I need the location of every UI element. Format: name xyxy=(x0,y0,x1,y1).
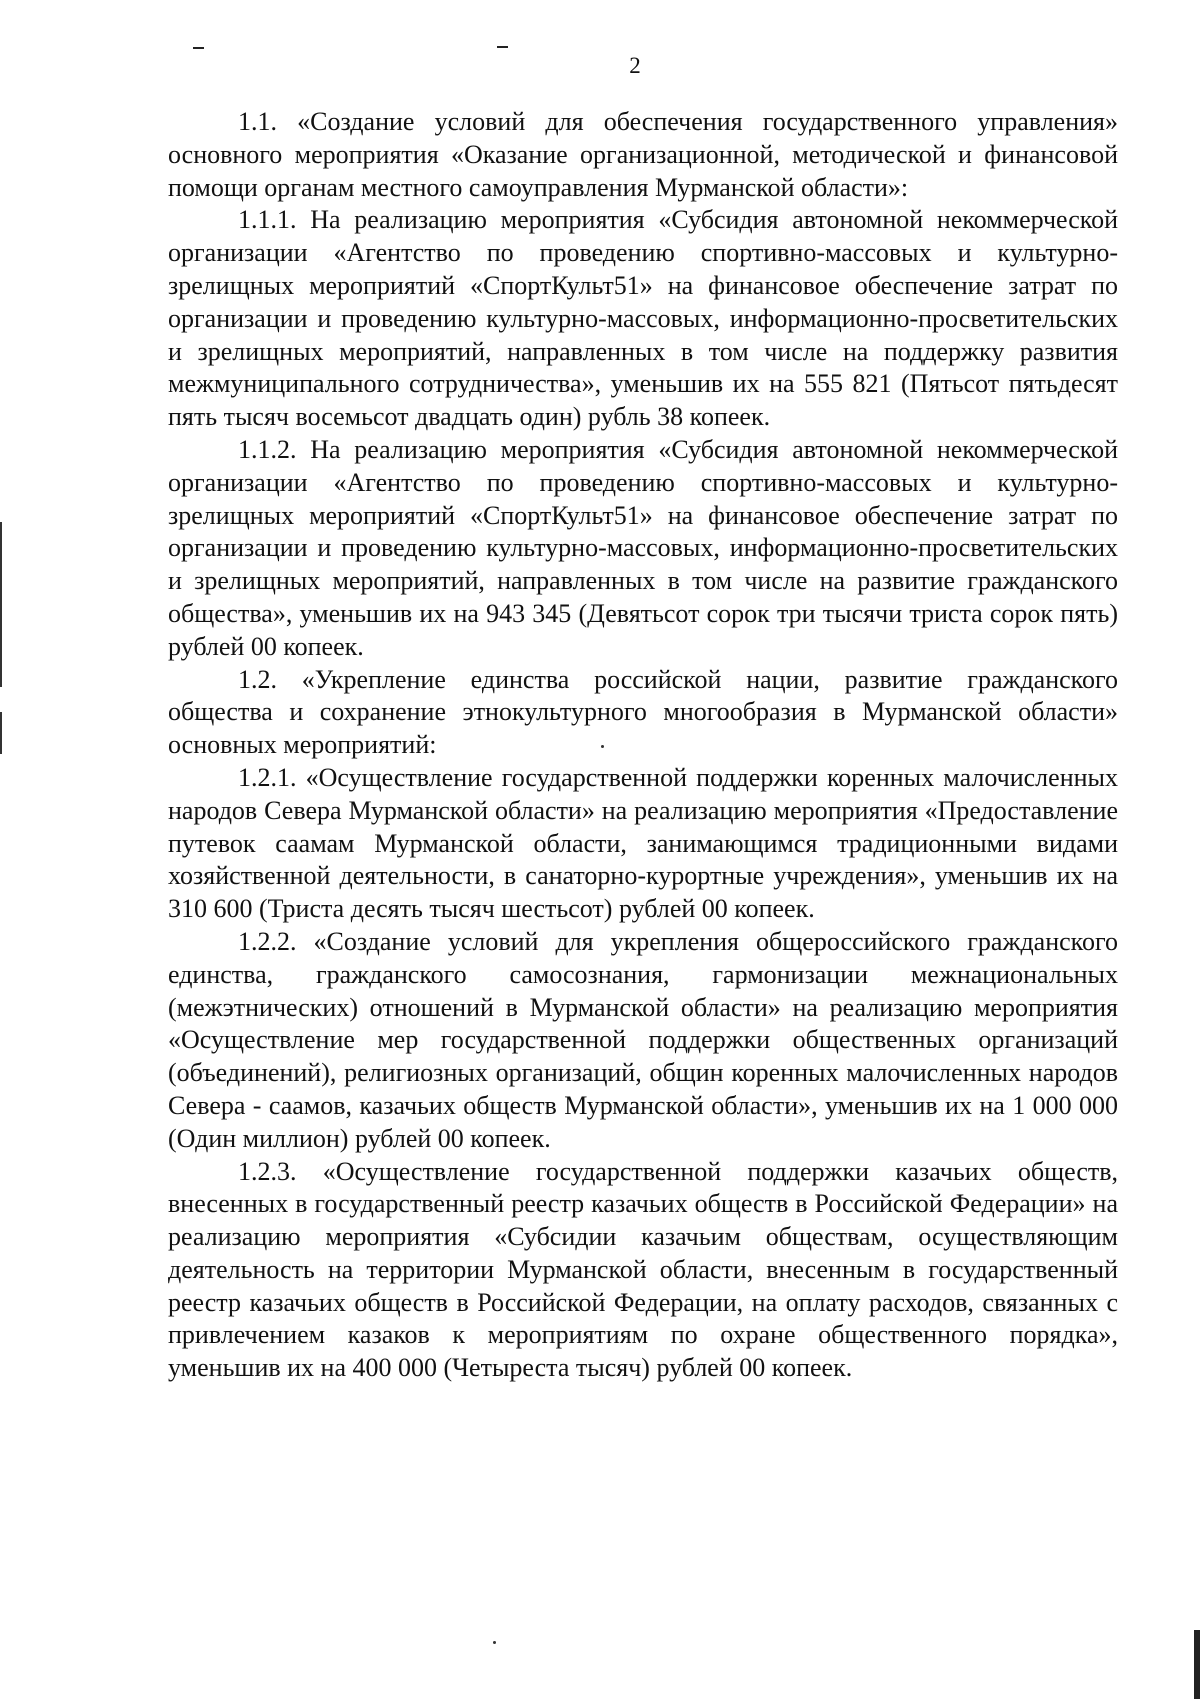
scan-edge-mark xyxy=(0,522,2,687)
scan-speck xyxy=(493,1641,496,1644)
page-number: 2 xyxy=(629,53,641,78)
document-body xyxy=(168,106,1118,1385)
scan-artifact-dash xyxy=(497,46,508,48)
paragraph-1-1-2: 1.1.2. На реализацию мероприятия «Субсидия автономной некоммерческой организации «Агентство по проведению спортивно-массовых и культурно-зрелищных мероприятий «СпортКульт51» на финансовое обеспечение затрат по организации и проведению культурно-массовых, информационно-просветительских и зрелищных мероприятий, направленных в том числе на развитие гражданского общества», уменьшив их на 943 345 (Девятьсот сорок три тысячи триста сорок пять) рублей 00 копеек. xyxy=(168,434,1118,661)
scan-artifact-dash xyxy=(193,47,204,49)
paragraph-1-2-3: 1.2.3. «Осуществление государственной поддержки казачьих обществ, внесенных в государственный реестр казачьих обществ в Российской Федерации» на реализацию мероприятия «Субсидии казачьим обществам, осуществляющим деятельность на территории Мурманской области, внесенным в государственный реестр казачьих обществ в Российской Федерации, на оплату расходов, связанных с привлечением казаков к мероприятиям по охране общественного порядка», уменьшив их на 400 000 (Четыреста тысяч) рублей 00 копеек. xyxy=(168,1156,1118,1383)
paragraph-1-1-1: 1.1.1. На реализацию мероприятия «Субсидия автономной некоммерческой организации «Агентство по проведению спортивно-массовых и культурно-зрелищных мероприятий «СпортКульт51» на финансовое обеспечение затрат по организации и проведению культурно-массовых, информационно-просветительских и зрелищных мероприятий, направленных в том числе на поддержку развития межмуниципального сотрудничества», уменьшив их на 555 821 (Пятьсот пятьдесят пять тысяч восемьсот двадцать один) рубль 38 копеек. xyxy=(168,205,1118,432)
paragraph-1-2-1: 1.2.1. «Осуществление государственной поддержки коренных малочисленных народов Севера Мурманской области» на реализацию мероприятия «Предоставление путевок саамам Мурманской области, занимающимся традиционными видами хозяйственной деятельности, в санаторно-курортные учреждения», уменьшив их на 310 600 (Триста десять тысяч шестьсот) рублей 00 копеек. xyxy=(168,762,1118,924)
paragraph-1-2-2: 1.2.2. «Создание условий для укрепления общероссийского гражданского единства, гражданского самосознания, гармонизации межнациональных (межэтнических) отношений в Мурманской области» на реализацию мероприятия «Осуществление мер государственной поддержки общественных организаций (объединений), религиозных организаций, общин коренных малочисленных народов Севера - саамов, казачьих обществ Мурманской области», уменьшив их на 1 000 000 (Один миллион) рублей 00 копеек. xyxy=(168,926,1118,1153)
paragraph-1-1: 1.1. «Создание условий для обеспечения государственного управления» основного мероприятия «Оказание организационной, методической и финансовой помощи органам местного самоуправления Мурманской области»: xyxy=(168,107,1118,202)
scan-edge-mark xyxy=(0,712,2,754)
paragraph-1-2: 1.2. «Укрепление единства российской нации, развитие гражданского общества и сохранение этнокультурного многообразия в Мурманской области» основных мероприятий: xyxy=(168,664,1118,760)
scan-edge-mark xyxy=(1194,1630,1200,1699)
